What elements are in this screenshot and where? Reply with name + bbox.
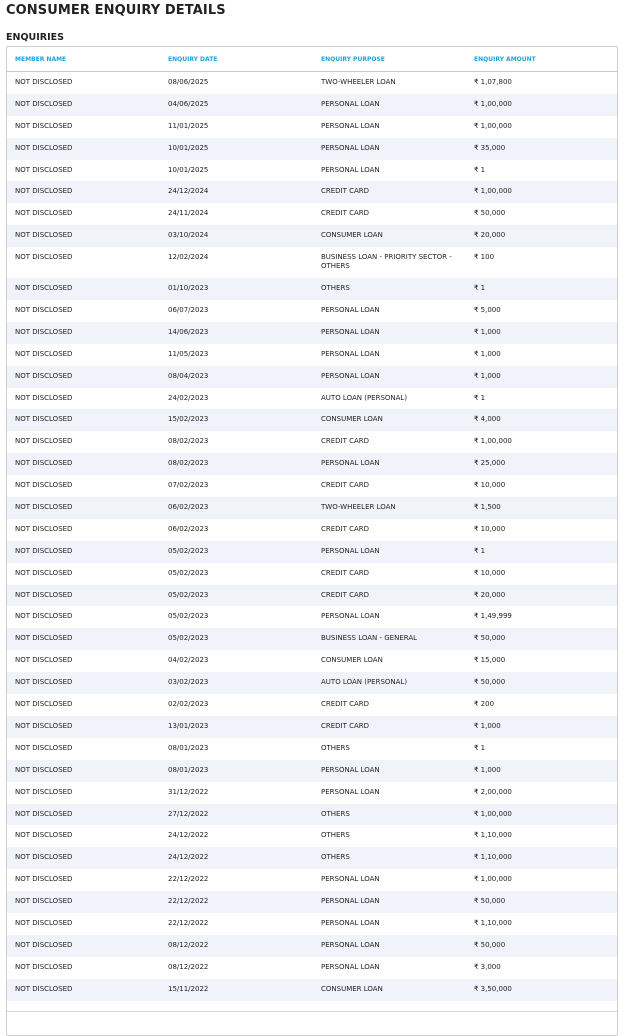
- table-row: [7, 541, 617, 563]
- cell-enquiry-date: 24/11/2024: [168, 209, 209, 218]
- cell-enquiry-purpose: CREDIT CARD: [321, 700, 370, 709]
- cell-enquiry-purpose: CREDIT CARD: [321, 590, 370, 599]
- cell-enquiry-purpose: CREDIT CARD: [321, 524, 370, 533]
- cell-member-name: NOT DISCLOSED: [15, 700, 73, 709]
- cell-enquiry-date: 03/02/2023: [168, 678, 209, 687]
- cell-enquiry-amount: ₹ 50,000: [474, 634, 506, 643]
- cell-enquiry-amount: ₹ 1,10,000: [474, 831, 512, 840]
- cell-enquiry-amount: ₹ 1,10,000: [474, 918, 512, 927]
- table-row: [7, 957, 617, 979]
- cell-enquiry-date: 24/12/2022: [168, 853, 209, 862]
- table-row: [7, 409, 617, 431]
- cell-enquiry-date: 06/07/2023: [168, 306, 209, 315]
- cell-enquiry-purpose: PERSONAL LOAN: [321, 765, 380, 774]
- cell-enquiry-amount: ₹ 1,000: [474, 327, 501, 336]
- cell-enquiry-amount: ₹ 1,000: [474, 349, 501, 358]
- enquiries-table: [6, 46, 618, 1036]
- cell-enquiry-date: 08/02/2023: [168, 437, 209, 446]
- table-row: [7, 300, 617, 322]
- cell-enquiry-amount: ₹ 1: [474, 165, 486, 174]
- cell-member-name: NOT DISCLOSED: [15, 78, 73, 86]
- cell-enquiry-amount: ₹ 10,000: [474, 524, 506, 533]
- cell-enquiry-amount: ₹ 1,00,000: [474, 187, 512, 196]
- cell-member-name: NOT DISCLOSED: [15, 568, 73, 577]
- table-row: [7, 869, 617, 891]
- cell-enquiry-date: 31/12/2022: [168, 787, 209, 796]
- cell-enquiry-amount: ₹ 1,49,999: [474, 612, 512, 621]
- cell-enquiry-amount: ₹ 1,00,000: [474, 121, 512, 130]
- cell-enquiry-amount: ₹ 50,000: [474, 678, 506, 687]
- cell-enquiry-purpose: CONSUMER LOAN: [321, 415, 383, 424]
- table-row: [7, 825, 617, 847]
- cell-enquiry-purpose: OTHERS: [321, 853, 350, 862]
- cell-enquiry-purpose: CREDIT CARD: [321, 568, 370, 577]
- column-header-member-name: MEMBER NAME: [15, 56, 67, 63]
- table-row: [7, 694, 617, 716]
- cell-member-name: NOT DISCLOSED: [15, 503, 73, 512]
- cell-enquiry-purpose: PERSONAL LOAN: [321, 918, 380, 927]
- cell-enquiry-purpose: PERSONAL LOAN: [321, 349, 380, 358]
- cell-enquiry-amount: ₹ 1,10,000: [474, 853, 512, 862]
- cell-enquiry-purpose: PERSONAL LOAN: [321, 546, 380, 555]
- table-row: [7, 738, 617, 760]
- cell-enquiry-purpose: CONSUMER LOAN: [321, 231, 383, 240]
- cell-enquiry-date: 05/02/2023: [168, 612, 209, 621]
- cell-enquiry-date: 05/02/2023: [168, 634, 209, 643]
- cell-enquiry-amount: ₹ 1: [474, 284, 486, 293]
- cell-enquiry-amount: ₹ 1,00,000: [474, 875, 512, 884]
- cell-enquiry-amount: ₹ 1,00,000: [474, 437, 512, 446]
- cell-member-name: NOT DISCLOSED: [15, 284, 73, 293]
- column-header-enquiry-purpose: ENQUIRY PURPOSE: [321, 56, 385, 63]
- cell-member-name: NOT DISCLOSED: [15, 306, 73, 315]
- cell-enquiry-purpose: TWO-WHEELER LOAN: [321, 78, 396, 86]
- cell-member-name: NOT DISCLOSED: [15, 831, 73, 840]
- table-row: [7, 247, 617, 278]
- cell-enquiry-purpose: BUSINESS LOAN - PRIORITY SECTOR - OTHERS: [321, 253, 452, 271]
- cell-member-name: NOT DISCLOSED: [15, 918, 73, 927]
- cell-enquiry-date: 24/02/2023: [168, 393, 209, 402]
- table-row: [7, 979, 617, 1001]
- cell-enquiry-date: 10/01/2025: [168, 165, 209, 174]
- cell-member-name: NOT DISCLOSED: [15, 121, 73, 130]
- cell-member-name: NOT DISCLOSED: [15, 327, 73, 336]
- page-title: CONSUMER ENQUIRY DETAILS: [6, 3, 226, 18]
- cell-enquiry-date: 22/12/2022: [168, 875, 209, 884]
- cell-enquiry-date: 08/12/2022: [168, 962, 209, 971]
- cell-member-name: NOT DISCLOSED: [15, 634, 73, 643]
- table-row: [7, 344, 617, 366]
- cell-member-name: NOT DISCLOSED: [15, 459, 73, 468]
- cell-member-name: NOT DISCLOSED: [15, 437, 73, 446]
- cell-enquiry-date: 08/12/2022: [168, 940, 209, 949]
- table-row: [7, 563, 617, 585]
- cell-enquiry-purpose: CREDIT CARD: [321, 437, 370, 446]
- cell-enquiry-date: 11/05/2023: [168, 349, 209, 358]
- table-row: [7, 585, 617, 607]
- cell-enquiry-date: 03/10/2024: [168, 231, 209, 240]
- cell-enquiry-date: 05/02/2023: [168, 568, 209, 577]
- cell-enquiry-amount: ₹ 10,000: [474, 568, 506, 577]
- table-row: [7, 366, 617, 388]
- cell-enquiry-purpose: AUTO LOAN (PERSONAL): [321, 393, 408, 402]
- cell-member-name: NOT DISCLOSED: [15, 393, 73, 402]
- table-row: [7, 160, 617, 182]
- table-row: [7, 650, 617, 672]
- cell-member-name: NOT DISCLOSED: [15, 524, 73, 533]
- cell-enquiry-amount: ₹ 1,000: [474, 721, 501, 730]
- cell-enquiry-purpose: OTHERS: [321, 743, 350, 752]
- table-row: [7, 804, 617, 826]
- cell-enquiry-amount: ₹ 1,000: [474, 371, 501, 380]
- cell-member-name: NOT DISCLOSED: [15, 546, 73, 555]
- table-row: [7, 847, 617, 869]
- column-header-enquiry-date: ENQUIRY DATE: [168, 56, 218, 63]
- cell-enquiry-purpose: CREDIT CARD: [321, 187, 370, 196]
- cell-enquiry-date: 10/01/2025: [168, 143, 209, 152]
- cell-enquiry-purpose: BUSINESS LOAN - GENERAL: [321, 634, 418, 643]
- cell-enquiry-amount: ₹ 50,000: [474, 209, 506, 218]
- cell-member-name: NOT DISCLOSED: [15, 415, 73, 424]
- cell-enquiry-date: 24/12/2024: [168, 187, 209, 196]
- cell-enquiry-purpose: PERSONAL LOAN: [321, 897, 380, 906]
- cell-enquiry-date: 07/02/2023: [168, 481, 209, 490]
- cell-enquiry-purpose: TWO-WHEELER LOAN: [321, 503, 396, 512]
- table-row: [7, 203, 617, 225]
- column-header-enquiry-amount: ENQUIRY AMOUNT: [474, 56, 536, 63]
- cell-enquiry-amount: ₹ 5,000: [474, 306, 501, 315]
- cell-enquiry-purpose: CREDIT CARD: [321, 721, 370, 730]
- cell-enquiry-date: 14/06/2023: [168, 327, 209, 336]
- cell-enquiry-amount: ₹ 100: [474, 253, 495, 262]
- cell-enquiry-date: 22/12/2022: [168, 918, 209, 927]
- cell-member-name: NOT DISCLOSED: [15, 143, 73, 152]
- cell-enquiry-date: 08/01/2023: [168, 765, 209, 774]
- table-row: [7, 760, 617, 782]
- cell-enquiry-amount: ₹ 3,000: [474, 962, 501, 971]
- cell-member-name: NOT DISCLOSED: [15, 678, 73, 687]
- table-row: [7, 453, 617, 475]
- cell-enquiry-amount: ₹ 10,000: [474, 481, 506, 490]
- cell-enquiry-amount: ₹ 4,000: [474, 415, 501, 424]
- cell-member-name: NOT DISCLOSED: [15, 371, 73, 380]
- table-row: [7, 278, 617, 300]
- cell-enquiry-amount: ₹ 15,000: [474, 656, 506, 665]
- cell-enquiry-purpose: PERSONAL LOAN: [321, 371, 380, 380]
- cell-enquiry-date: 24/12/2022: [168, 831, 209, 840]
- cell-member-name: NOT DISCLOSED: [15, 656, 73, 665]
- cell-enquiry-purpose: CREDIT CARD: [321, 209, 370, 218]
- cell-member-name: NOT DISCLOSED: [15, 962, 73, 971]
- table-row: [7, 225, 617, 247]
- cell-enquiry-date: 04/06/2025: [168, 99, 209, 108]
- cell-enquiry-date: 05/02/2023: [168, 590, 209, 599]
- table-row: [7, 94, 617, 116]
- table-row: [7, 475, 617, 497]
- cell-enquiry-purpose: PERSONAL LOAN: [321, 165, 380, 174]
- cell-enquiry-date: 15/02/2023: [168, 415, 209, 424]
- table-row: [7, 519, 617, 541]
- table-row: [7, 431, 617, 453]
- table-row: [7, 388, 617, 410]
- cell-member-name: NOT DISCLOSED: [15, 481, 73, 490]
- cell-member-name: NOT DISCLOSED: [15, 743, 73, 752]
- cell-enquiry-date: 13/01/2023: [168, 721, 209, 730]
- cell-enquiry-purpose: OTHERS: [321, 284, 350, 293]
- table-body: [7, 72, 617, 1001]
- cell-enquiry-date: 08/04/2023: [168, 371, 209, 380]
- section-title-enquiries: ENQUIRIES: [6, 32, 64, 43]
- cell-enquiry-purpose: AUTO LOAN (PERSONAL): [321, 678, 408, 687]
- cell-enquiry-date: 02/02/2023: [168, 700, 209, 709]
- table-row: [7, 497, 617, 519]
- cell-enquiry-amount: ₹ 1: [474, 393, 486, 402]
- table-bottom-divider: [7, 1011, 617, 1012]
- cell-enquiry-amount: ₹ 1: [474, 546, 486, 555]
- table-row: [7, 935, 617, 957]
- cell-enquiry-date: 11/01/2025: [168, 121, 209, 130]
- cell-member-name: NOT DISCLOSED: [15, 940, 73, 949]
- cell-enquiry-purpose: PERSONAL LOAN: [321, 459, 380, 468]
- cell-enquiry-amount: ₹ 1,000: [474, 765, 501, 774]
- cell-member-name: NOT DISCLOSED: [15, 349, 73, 358]
- cell-enquiry-amount: ₹ 3,50,000: [474, 984, 512, 993]
- cell-enquiry-date: 08/06/2025: [168, 78, 209, 86]
- cell-enquiry-purpose: PERSONAL LOAN: [321, 962, 380, 971]
- table-row: [7, 138, 617, 160]
- cell-enquiry-date: 05/02/2023: [168, 546, 209, 555]
- cell-member-name: NOT DISCLOSED: [15, 897, 73, 906]
- cell-enquiry-purpose: PERSONAL LOAN: [321, 327, 380, 336]
- cell-enquiry-date: 08/02/2023: [168, 459, 209, 468]
- cell-enquiry-amount: ₹ 50,000: [474, 940, 506, 949]
- cell-enquiry-date: 06/02/2023: [168, 524, 209, 533]
- cell-member-name: NOT DISCLOSED: [15, 612, 73, 621]
- table-row: [7, 716, 617, 738]
- cell-enquiry-purpose: PERSONAL LOAN: [321, 787, 380, 796]
- cell-member-name: NOT DISCLOSED: [15, 165, 73, 174]
- cell-enquiry-amount: ₹ 1,07,800: [474, 78, 512, 86]
- cell-enquiry-purpose: PERSONAL LOAN: [321, 143, 380, 152]
- cell-member-name: NOT DISCLOSED: [15, 787, 73, 796]
- cell-enquiry-purpose: PERSONAL LOAN: [321, 121, 380, 130]
- table-row: [7, 672, 617, 694]
- cell-enquiry-purpose: PERSONAL LOAN: [321, 99, 380, 108]
- cell-enquiry-amount: ₹ 2,00,000: [474, 787, 512, 796]
- table-row: [7, 782, 617, 804]
- cell-enquiry-purpose: OTHERS: [321, 831, 350, 840]
- cell-enquiry-purpose: CONSUMER LOAN: [321, 984, 383, 993]
- cell-enquiry-amount: ₹ 50,000: [474, 897, 506, 906]
- table-header: [7, 47, 617, 72]
- cell-member-name: NOT DISCLOSED: [15, 253, 73, 262]
- table-row: [7, 606, 617, 628]
- cell-member-name: NOT DISCLOSED: [15, 721, 73, 730]
- cell-member-name: NOT DISCLOSED: [15, 99, 73, 108]
- cell-member-name: NOT DISCLOSED: [15, 209, 73, 218]
- cell-enquiry-amount: ₹ 1,00,000: [474, 809, 512, 818]
- cell-enquiry-amount: ₹ 1: [474, 743, 486, 752]
- cell-enquiry-purpose: PERSONAL LOAN: [321, 875, 380, 884]
- cell-enquiry-amount: ₹ 1,00,000: [474, 99, 512, 108]
- cell-enquiry-date: 12/02/2024: [168, 253, 209, 262]
- table-row: [7, 913, 617, 935]
- cell-enquiry-purpose: PERSONAL LOAN: [321, 306, 380, 315]
- cell-enquiry-date: 04/02/2023: [168, 656, 209, 665]
- cell-enquiry-purpose: PERSONAL LOAN: [321, 612, 380, 621]
- cell-member-name: NOT DISCLOSED: [15, 809, 73, 818]
- cell-enquiry-date: 15/11/2022: [168, 984, 209, 993]
- cell-member-name: NOT DISCLOSED: [15, 590, 73, 599]
- cell-enquiry-amount: ₹ 25,000: [474, 459, 506, 468]
- cell-member-name: NOT DISCLOSED: [15, 765, 73, 774]
- cell-enquiry-date: 27/12/2022: [168, 809, 209, 818]
- cell-enquiry-amount: ₹ 20,000: [474, 231, 506, 240]
- cell-member-name: NOT DISCLOSED: [15, 187, 73, 196]
- table-row: [7, 322, 617, 344]
- cell-enquiry-purpose: CREDIT CARD: [321, 481, 370, 490]
- cell-member-name: NOT DISCLOSED: [15, 853, 73, 862]
- cell-enquiry-date: 06/02/2023: [168, 503, 209, 512]
- cell-enquiry-amount: ₹ 35,000: [474, 143, 506, 152]
- table-row: [7, 116, 617, 138]
- cell-enquiry-purpose: OTHERS: [321, 809, 350, 818]
- table-row: [7, 72, 617, 94]
- cell-enquiry-amount: ₹ 1,500: [474, 503, 501, 512]
- cell-enquiry-purpose: PERSONAL LOAN: [321, 940, 380, 949]
- table-row: [7, 891, 617, 913]
- table-row: [7, 628, 617, 650]
- cell-enquiry-date: 08/01/2023: [168, 743, 209, 752]
- cell-enquiry-amount: ₹ 200: [474, 700, 495, 709]
- cell-enquiry-date: 22/12/2022: [168, 897, 209, 906]
- cell-member-name: NOT DISCLOSED: [15, 875, 73, 884]
- cell-enquiry-purpose: CONSUMER LOAN: [321, 656, 383, 665]
- cell-enquiry-date: 01/10/2023: [168, 284, 209, 293]
- cell-enquiry-amount: ₹ 20,000: [474, 590, 506, 599]
- cell-member-name: NOT DISCLOSED: [15, 231, 73, 240]
- table-row: [7, 181, 617, 203]
- cell-member-name: NOT DISCLOSED: [15, 984, 73, 993]
